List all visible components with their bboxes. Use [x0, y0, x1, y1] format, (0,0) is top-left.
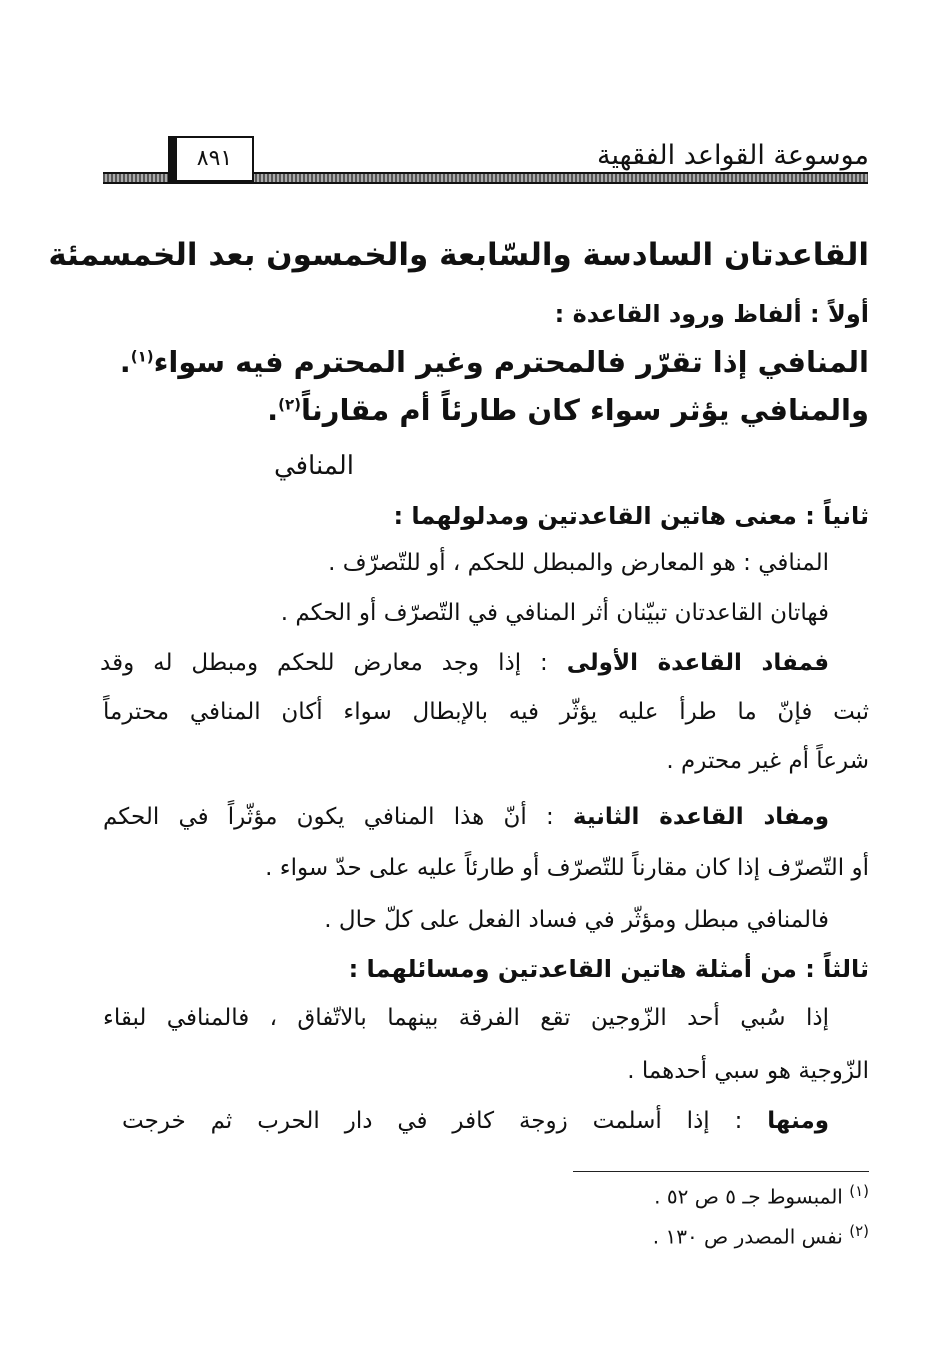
footnote-2: [653, 1222, 869, 1249]
meaning-p4-line2: أو التّصرّف إذا كان مقارناً للتّصرّف أو طارئاً عليه على حدّ سواء .: [265, 855, 869, 881]
meaning-p5: فالمنافي مبطل ومؤثّر في فساد الفعل على كلّ حال .: [324, 907, 829, 933]
first-heading: أولاً : ألفاظ ورود القاعدة :: [554, 300, 869, 328]
rule-text-1-body: المنافي إذا تقرّر فالمحترم وغير المحترم فيه سواء: [153, 345, 869, 379]
meaning-p4-line1-text: : أنّ هذا المنافي يكون مؤثّراً في الحكم: [103, 804, 554, 830]
meaning-p2: فهاتان القاعدتان تبيّنان أثر المنافي في التّصرّف أو الحكم .: [280, 600, 829, 626]
rule-text-2-body: والمنافي يؤثر سواء كان طارئاً أم مقارناً: [301, 393, 869, 427]
footnote-1: [654, 1182, 869, 1209]
example-2-label: ومنها: [767, 1108, 830, 1134]
running-header-title: موسوعة القواعد الفقهية: [597, 140, 869, 171]
second-rule-label: ومفاد القاعدة الثانية: [572, 804, 829, 830]
example-p1-line2: الزّوجية هو سبي أحدهما .: [627, 1058, 869, 1084]
meaning-p3-line3: شرعاً أم غير محترم .: [666, 748, 869, 774]
rule-text-1: المنافي إذا تقرّر فالمحترم وغير المحترم فيه سواء$^{(١)}$.: [119, 345, 869, 379]
page-number: ٨٩١: [196, 146, 233, 171]
footnote-separator: [573, 1171, 869, 1172]
page-number-box: [168, 136, 254, 182]
rule-text-2: والمنافي يؤثر سواء كان طارئاً أم مقارناً$^{(٢)}$.: [267, 393, 869, 427]
meaning-p3-line1: [100, 650, 829, 678]
footnote-ref-1: (١): [130, 347, 154, 366]
meaning-p1: المنافي : هو المعارض والمبطل للحكم ، أو للتّصرّف .: [328, 550, 829, 576]
meaning-p3-line2: ثبت فإنّ ما طرأ عليه يؤثّر فيه بالإبطال سواء أكان المنافي محترماً: [103, 699, 869, 725]
example-p2-line1: [122, 1108, 829, 1136]
third-heading: ثالثاً : من أمثلة هاتين القاعدتين ومسائلهما :: [348, 955, 869, 983]
meaning-p4-line1: [103, 804, 829, 832]
example-p2-line1-text: : إذا أسلمت زوجة كافر في دار الحرب ثم خرجت: [122, 1108, 743, 1134]
footnote-1-mark: (١): [849, 1182, 869, 1200]
second-heading: ثانياً : معنى هاتين القاعدتين ومدلولهما :: [393, 502, 869, 530]
first-rule-label: فمفاد القاعدة الأولى: [566, 650, 830, 676]
footnote-1-text: المبسوط جـ ٥ ص ٥٢ .: [654, 1184, 843, 1209]
meaning-p3-line1-text: : إذا وجد معارض للحكم ومبطل له وقد: [100, 650, 548, 676]
keyword-line: المنافي: [273, 451, 354, 481]
footnote-2-mark: (٢): [849, 1222, 869, 1240]
example-p1-line1: إذا سُبي أحد الزّوجين تقع الفرقة بينهما بالاتّفاق ، فالمنافي لبقاء: [103, 1005, 829, 1031]
section-title: القاعدتان السادسة والسّابعة والخمسون بعد الخمسمئة: [48, 237, 869, 273]
footnote-ref-2: (٢): [278, 395, 302, 414]
footnote-2-text: نفس المصدر ص ١٣٠ .: [652, 1224, 843, 1249]
